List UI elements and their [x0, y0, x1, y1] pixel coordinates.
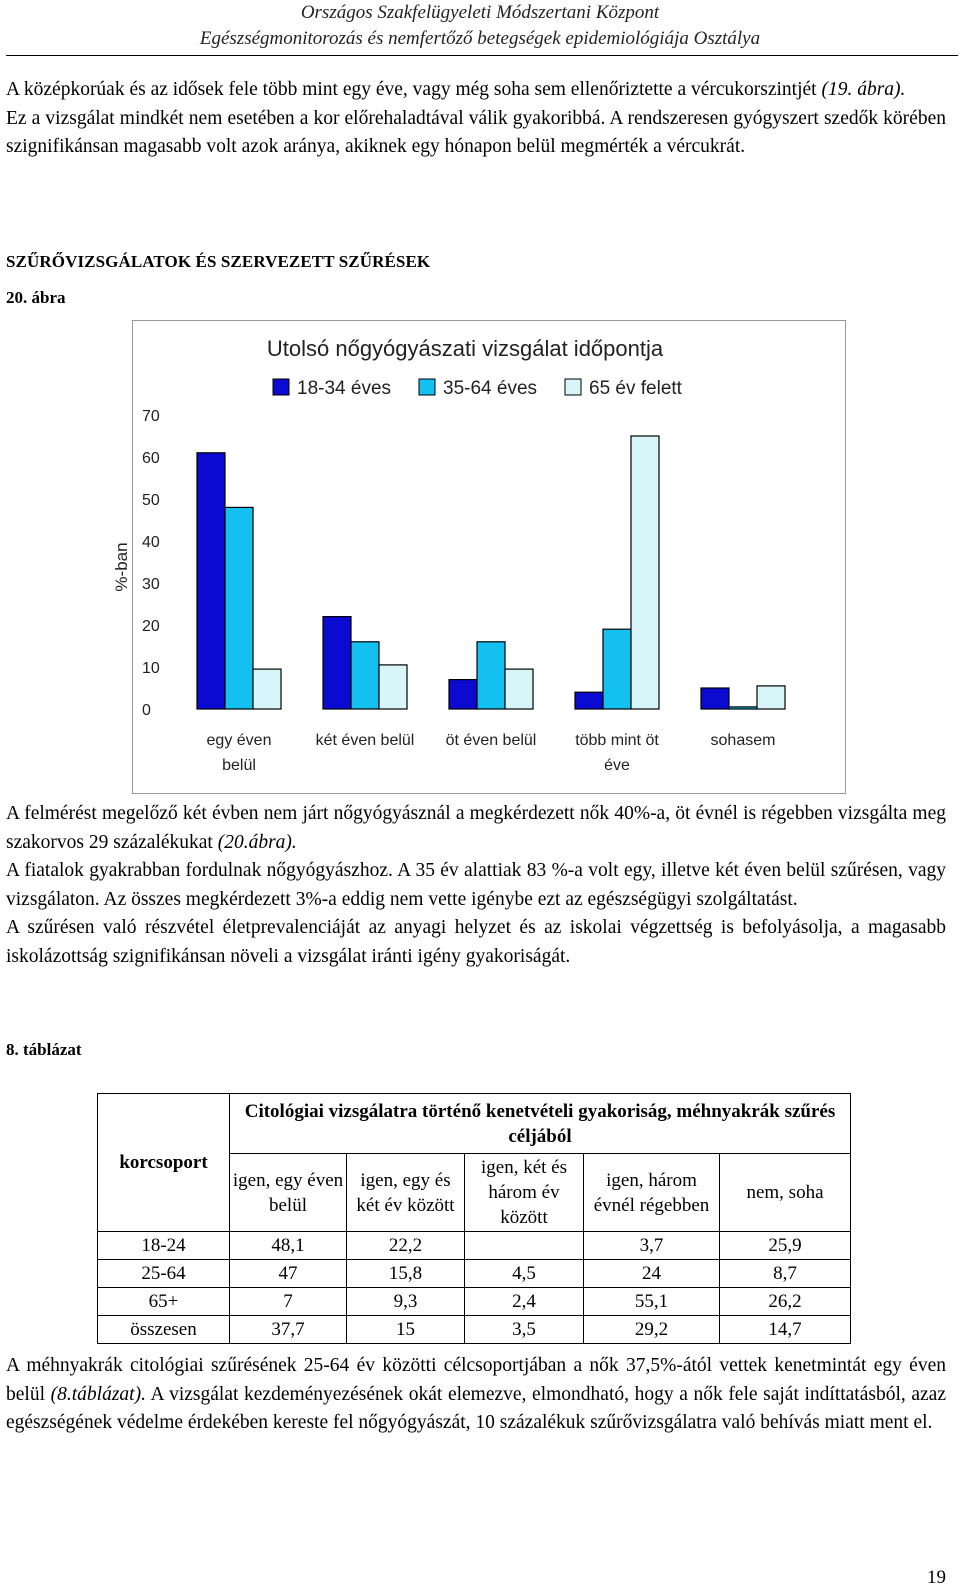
intro-paragraph-1: A középkorúak és az idősek fele több mint egy éve, vagy még soha sem ellenőriztette a vércukorszintjét (19. ábra).	[6, 79, 906, 100]
table-column-header: igen, három évnél régebben	[584, 1154, 720, 1232]
after-chart-text	[6, 800, 946, 971]
table-cell: 26,2	[720, 1288, 851, 1316]
bar	[477, 642, 505, 709]
table-row	[98, 1260, 851, 1288]
table-cell: 15	[347, 1316, 465, 1344]
y-tick-label: 60	[142, 450, 160, 467]
table-cell: 8,7	[720, 1260, 851, 1288]
bar	[323, 617, 351, 709]
legend-label: 35-64 éves	[443, 378, 538, 399]
table-cell: 15,8	[347, 1260, 465, 1288]
chart-legend	[273, 378, 683, 399]
header-rule	[6, 55, 958, 56]
y-tick-label: 20	[142, 618, 160, 635]
data-table	[97, 1093, 851, 1344]
y-tick-label: 50	[142, 492, 160, 509]
bar-chart	[112, 321, 845, 793]
table-cell: 29,2	[584, 1316, 720, 1344]
header-department: Egészségmonitorozás és nemfertőző betegségek epidemiológiája Osztálya	[199, 28, 761, 49]
table-cell: 37,7	[230, 1316, 347, 1344]
table-cell: 7	[230, 1288, 347, 1316]
table-cell: 25,9	[720, 1232, 851, 1260]
bar	[449, 680, 477, 709]
table-row	[98, 1316, 851, 1344]
bar	[379, 665, 407, 709]
x-tick-label: éve	[604, 757, 630, 774]
y-tick-label: 70	[142, 408, 160, 425]
table-cell: 2,4	[465, 1288, 584, 1316]
legend-swatch	[565, 379, 581, 395]
section-heading: SZŰRŐVIZSGÁLATOK ÉS SZERVEZETT SZŰRÉSEK	[6, 252, 431, 271]
table-corner-header: korcsoport	[98, 1094, 230, 1232]
x-tick-label: két éven belül	[315, 732, 415, 749]
x-tick-label: öt éven belül	[445, 732, 537, 749]
table-row	[98, 1288, 851, 1316]
x-tick-label: egy éven	[206, 732, 272, 749]
closing-paragraph: A méhnyakrák citológiai szűrésének 25-64 év közötti célcsoportjában a nők 37,5%-ától vettek kenetmintát egy éven belül (8.táblázat). A vizsgálat kezdeményezésének okát elemezve, elmondható, hogy a nők fele saját indíttatásból, azaz egészségének védelme érdekében kereste fel nőgyógyászát, 10 százalékuk szűrővizsgálatra való behívás miatt ment el.	[6, 1355, 946, 1433]
figure-label: 20. ábra	[6, 288, 66, 307]
bar	[631, 436, 659, 709]
figure-reference: (19. ábra).	[821, 79, 906, 100]
y-axis-label: %-ban	[112, 542, 131, 592]
row-label: összesen	[98, 1316, 230, 1344]
table-column-header: igen, egy éven belül	[230, 1154, 347, 1232]
row-label: 65+	[98, 1288, 230, 1316]
bar	[197, 453, 225, 709]
x-axis-labels	[207, 732, 776, 774]
closing-text	[6, 1352, 946, 1438]
table-cell: 3,7	[584, 1232, 720, 1260]
row-label: 25-64	[98, 1260, 230, 1288]
table-cell: 22,2	[347, 1232, 465, 1260]
intro-text	[6, 76, 946, 162]
y-axis-ticks	[142, 408, 160, 719]
y-tick-label: 40	[142, 534, 160, 551]
header-institution: Országos Szakfelügyeleti Módszertani Központ	[300, 2, 660, 23]
x-tick-label: több mint öt	[575, 732, 659, 749]
chart-frame	[112, 320, 846, 794]
intro-paragraph-2: Ez a vizsgálat mindkét nem esetében a kor előrehaladtával válik gyakoribbá. A rendszeresen gyógyszert szedők körében szignifikánsan magasabb volt azok aránya, akiknek egy hónapon belül megmérték a vércukrát.	[6, 107, 946, 157]
x-tick-label: sohasem	[710, 732, 776, 749]
figure-reference: (20.ábra).	[217, 831, 297, 853]
table-cell: 14,7	[720, 1316, 851, 1344]
table-cell: 4,5	[465, 1260, 584, 1288]
table-column-header: igen, két és három év között	[465, 1154, 584, 1232]
table-cell: 24	[584, 1260, 720, 1288]
page-number: 19	[927, 1567, 946, 1588]
bar	[351, 642, 379, 709]
table-cell: 55,1	[584, 1288, 720, 1316]
bar	[757, 686, 785, 709]
table-cell: 3,5	[465, 1316, 584, 1344]
legend-swatch	[273, 379, 289, 395]
bar	[603, 629, 631, 709]
bar	[575, 692, 603, 709]
bar	[505, 669, 533, 709]
table-label: 8. táblázat	[6, 1040, 82, 1059]
bar	[253, 669, 281, 709]
table-row	[98, 1232, 851, 1260]
after-chart-paragraph-3: A szűrésen való részvétel életprevalenciáját az anyagi helyzet és az iskolai végzettség is befolyásolja, a magasabb iskolázottság szignifikánsan növeli a vizsgálat iránti igény gyakoriságát.	[6, 917, 946, 967]
table-cell	[465, 1232, 584, 1260]
table-reference: (8.táblázat).	[50, 1383, 146, 1405]
bar	[225, 507, 253, 709]
y-tick-label: 30	[142, 576, 160, 593]
bar	[701, 688, 729, 709]
table-group-header: Citológiai vizsgálatra történő kenetvételi gyakoriság, méhnyakrák szűrés céljából	[230, 1094, 851, 1154]
y-tick-label: 10	[142, 660, 160, 677]
legend-swatch	[419, 379, 435, 395]
chart-title: Utolsó nőgyógyászati vizsgálat időpontja	[266, 336, 664, 361]
table-cell: 47	[230, 1260, 347, 1288]
legend-label: 18-34 éves	[297, 378, 392, 399]
legend-label: 65 év felett	[589, 378, 682, 399]
chart-bars	[197, 436, 785, 709]
after-chart-paragraph-2: A fiatalok gyakrabban fordulnak nőgyógyászhoz. A 35 év alattiak 83 %-a volt egy, illetve két éven belül szűrésen, vagy vizsgálaton. Az összes megkérdezett 3%-a eddig nem vette igénybe ezt az egészségügyi szolgáltatást.	[6, 860, 946, 910]
table-column-header: nem, soha	[720, 1154, 851, 1232]
x-tick-label: belül	[222, 757, 256, 774]
row-label: 18-24	[98, 1232, 230, 1260]
y-tick-label: 0	[142, 702, 151, 719]
table-column-header: igen, egy és két év között	[347, 1154, 465, 1232]
after-chart-paragraph-1: A felmérést megelőző két évben nem járt nőgyógyásznál a megkérdezett nők 40%-a, öt évnél is régebben vizsgálta meg szakorvos 29 százalékukat (20.ábra).	[6, 803, 946, 853]
table-cell: 9,3	[347, 1288, 465, 1316]
table-cell: 48,1	[230, 1232, 347, 1260]
bar	[729, 707, 757, 709]
